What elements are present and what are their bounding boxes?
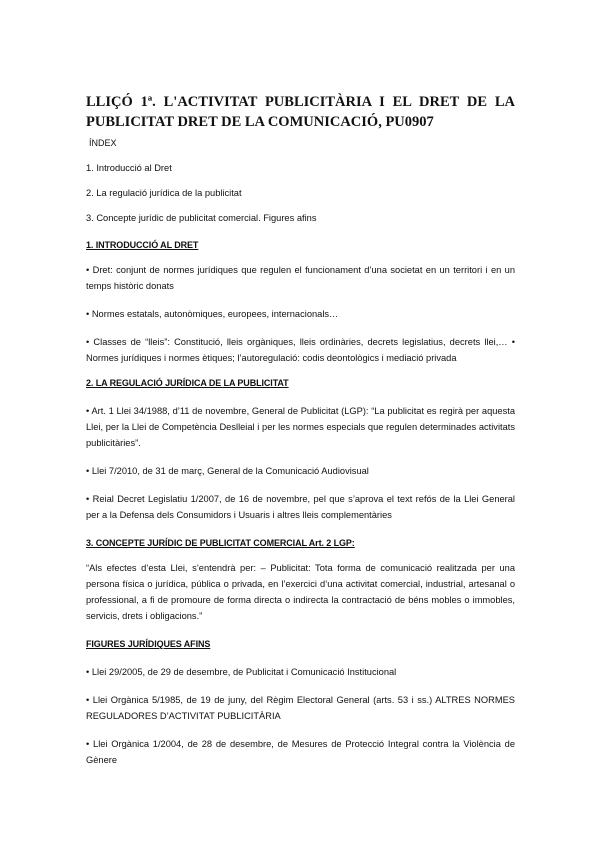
section-4-paragraph: • Llei Orgànica 1/2004, de 28 de desembre, de Mesures de Protecció Integral contra la Violència de Gènere [86, 739, 515, 765]
section-1-heading: 1. INTRODUCCIÓ AL DRET [86, 240, 199, 250]
section-1-paragraph: • Dret: conjunt de normes jurídiques que regulen el funcionament d’una societat en un territori i en un temps històric donats [86, 265, 515, 291]
section-4-heading: FIGURES JURÍDIQUES AFINS [86, 639, 211, 649]
document-page [86, 92, 515, 768]
section-4-paragraph: • Llei Orgànica 5/1985, de 19 de juny, del Règim Electoral General (arts. 53 i ss.) ALTRES NORMES REGULADORES D’ACTIVITAT PUBLICITÀRIA [86, 695, 515, 721]
section-2-paragraph: • Reial Decret Legislatiu 1/2007, de 16 de novembre, pel que s’aprova el text refós de la Llei General per a la Defensa dels Consumidors i Usuaris i altres lleis complementàries [86, 494, 515, 520]
section-4-paragraph: • Llei 29/2005, de 29 de desembre, de Publicitat i Comunicació Institucional [86, 667, 397, 677]
document-title: LLIÇÓ 1ª. L'ACTIVITAT PUBLICITÀRIA I EL DRET DE LA PUBLICITAT DRET DE LA COMUNICACIÓ, PU0907 [86, 94, 515, 130]
index-item-1: 1. Introducció al Dret [86, 163, 172, 173]
section-3-paragraph: “Als efectes d’esta Llei, s’entendrà per: – Publicitat: Tota forma de comunicació realitzada per una persona física o jurídica, pública o privada, en l’exercici d’una activitat comercial, industrial, artesanal o professional, a fi de promoure de forma directa o indirecta la contractació de béns mobles o immobles, servicis, drets i obligacions.” [86, 563, 515, 621]
index-item-3: 3. Concepte jurídic de publicitat comercial. Figures afins [86, 213, 317, 223]
index-item-2: 2. La regulació jurídica de la publicitat [86, 188, 242, 198]
section-1-paragraph: • Normes estatals, autonòmiques, europees, internacionals… [86, 309, 339, 319]
section-1-paragraph: • Classes de “lleis”: Constitució, lleis orgàniques, lleis ordinàries, decrets legislatius, decrets llei,… • Normes jurídiques i normes ètiques; l’autoregulació: codis deontològics i mediació privada [86, 337, 515, 363]
section-2-paragraph: • Llei 7/2010, de 31 de març, General de la Comunicació Audiovisual [86, 466, 369, 476]
section-3-heading: 3. CONCEPTE JURÍDIC DE PUBLICITAT COMERCIAL Art. 2 LGP: [86, 538, 355, 548]
section-2-heading: 2. LA REGULACIÓ JURÍDICA DE LA PUBLICITAT [86, 378, 289, 388]
index-label: ÍNDEX [89, 138, 117, 148]
section-2-paragraph: • Art. 1 Llei 34/1988, d’11 de novembre, General de Publicitat (LGP): “La publicitat es regirà per aquesta Llei, per la Llei de Competència Deslleial i per les normes especials que regulen determinades activitats publicitàries”. [86, 406, 515, 448]
